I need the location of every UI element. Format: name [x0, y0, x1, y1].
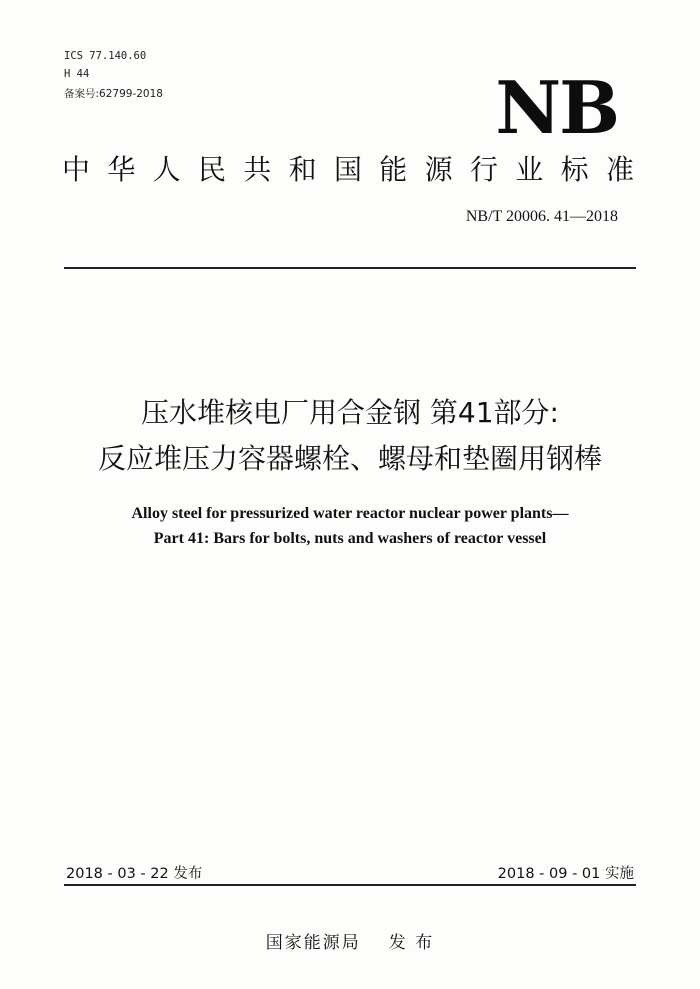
organization-char: 共 [243, 153, 272, 186]
organization-char: 源 [424, 153, 453, 186]
organization-char: 准 [605, 153, 634, 186]
organization-name [62, 150, 634, 190]
effective-date: 2018 - 09 - 01 实施 [497, 866, 634, 882]
footer-divider [64, 884, 636, 886]
header-divider [64, 267, 636, 269]
organization-char: 能 [379, 153, 408, 186]
title-en-line2: Part 41: Bars for bolts, nuts and washers of reactor vessel [153, 530, 547, 547]
organization-char: 和 [288, 153, 317, 186]
organization-char: 标 [560, 153, 589, 186]
issuer-action: 发 布 [388, 933, 435, 953]
standard-number: NB/T 20006. 41—2018 [465, 208, 618, 225]
issuer-name: 国家能源局 [265, 933, 361, 953]
organization-char: 国 [333, 153, 362, 186]
organization-char: 民 [197, 153, 226, 186]
issuer [0, 928, 700, 953]
ics-code: ICS 77.140.60 [64, 50, 147, 62]
publish-date: 2018 - 03 - 22 发布 [66, 866, 203, 882]
organization-char: 人 [152, 153, 181, 186]
organization-char: 中 [62, 153, 91, 186]
nb-logo: NB [495, 65, 618, 150]
title-cn-line1: 压水堆核电厂用合金钢 第41部分: [141, 396, 559, 429]
record-number: 备案号:62799-2018 [64, 88, 163, 100]
organization-char: 华 [107, 153, 136, 186]
title-cn-line2: 反应堆压力容器螺栓、螺母和垫圈用钢棒 [97, 442, 602, 475]
title-en-line1: Alloy steel for pressurized water reactor nuclear power plants— [131, 505, 569, 522]
organization-char: 行 [469, 153, 498, 186]
classification-code: H 44 [64, 68, 90, 80]
organization-char: 业 [515, 153, 544, 186]
